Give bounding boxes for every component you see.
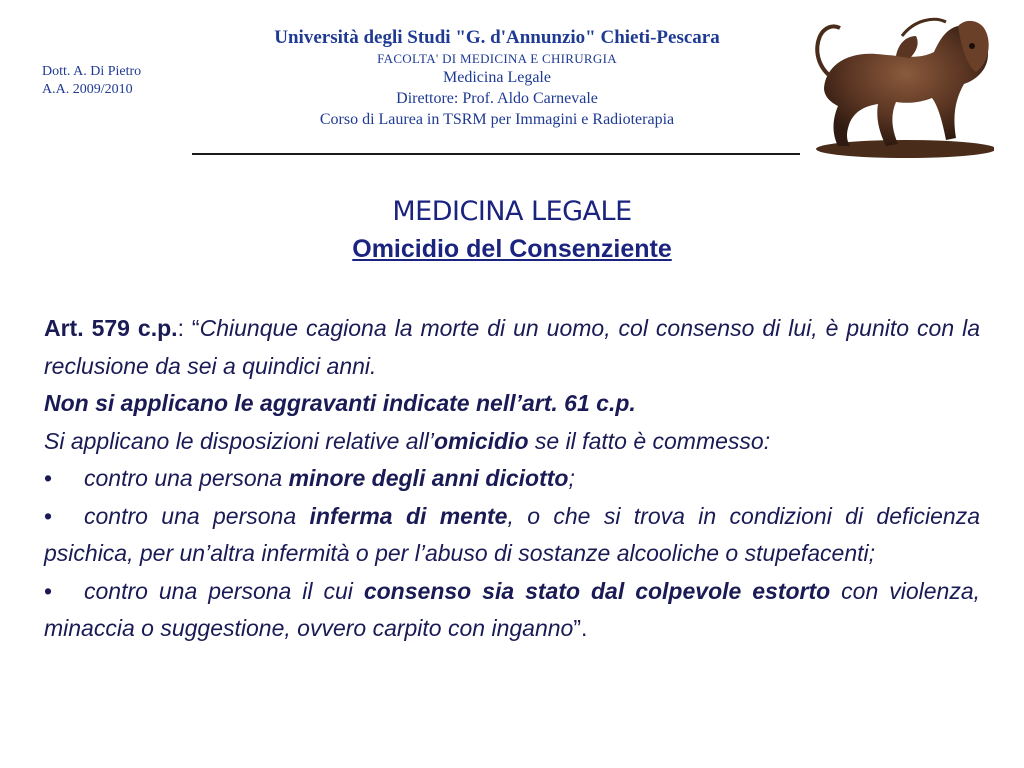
bullet-item [44, 498, 980, 573]
article-text [44, 310, 980, 648]
faculty-name: FACOLTA' DI MEDICINA E CHIRURGIA [377, 51, 617, 66]
aggravating-text: Non si applicano le aggravanti indicate nell’art. 61 c.p. [44, 390, 636, 416]
bullet-text-pre: contro una persona [84, 502, 310, 529]
apply-text-pre: Si applicano le disposizioni relative all’ [44, 427, 434, 454]
academic-year: A.A. 2009/2010 [42, 82, 133, 97]
article-text-main: Chiunque cagiona la morte di un uomo, col consenso di lui, è punito con la reclusione da sei a quindici anni. [44, 315, 980, 379]
department-name: Medicina Legale [443, 69, 551, 86]
apply-text-bold: omicidio [433, 427, 529, 454]
bullet-text-bold: consenso sia stato dal colpevole estorto [363, 577, 831, 604]
bullet-text-bold: inferma di mente [309, 502, 508, 529]
article-paragraph [44, 310, 980, 385]
bullet-text-post: , o che si trova in condizioni di deficienza psichica, per un’altra infermità o per l’abuso di sostanze alcooliche o stupefacenti; [44, 502, 981, 566]
apply-paragraph [44, 423, 980, 461]
bullet-text-bold: minore degli anni diciotto [288, 465, 569, 491]
bullet-text-pre: contro una persona il cui [84, 577, 364, 604]
course-name: Corso di Laurea in TSRM per Immagini e Radioterapia [319, 111, 675, 128]
aggravating-paragraph [44, 385, 980, 423]
bullet-marker: • [44, 577, 53, 604]
bullet-text-pre: contro una persona [84, 465, 289, 491]
chimera-of-arezzo-icon [806, 6, 994, 162]
article-colon: : “ [177, 315, 200, 341]
director-name: Direttore: Prof. Aldo Carnevale [396, 90, 598, 107]
author-name: Dott. A. Di Pietro [42, 64, 142, 79]
bullet-text-post: ; [568, 465, 575, 491]
article-reference: Art. 579 c.p. [44, 315, 178, 341]
bullet-marker: • [44, 502, 53, 529]
slide-subtitle: Omicidio del Consenziente [352, 235, 672, 263]
header-divider [192, 153, 800, 155]
bullet-text-post: con violenza, minaccia o suggestione, ovvero carpito con inganno [44, 577, 980, 641]
closing-quote: ”. [573, 615, 588, 641]
university-name: Università degli Studi "G. d'Annunzio" Chieti-Pescara [274, 27, 720, 48]
author-info [42, 63, 141, 99]
bullet-item [44, 573, 980, 648]
slide-header [192, 26, 802, 130]
slide-title: MEDICINA LEGALE [392, 196, 632, 227]
bullet-marker: • [44, 465, 53, 491]
bullet-item [44, 460, 980, 498]
apply-text-post: se il fatto è commesso: [528, 427, 771, 454]
